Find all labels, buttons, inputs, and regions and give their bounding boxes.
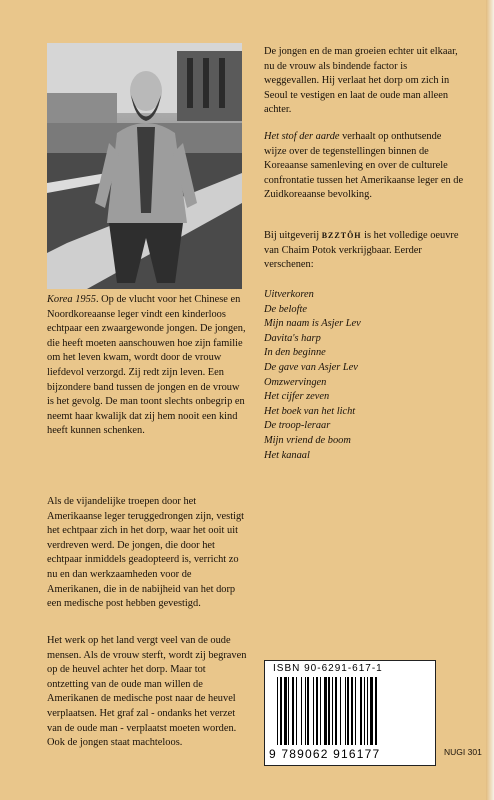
barcode-bar: [370, 677, 373, 745]
book-list-item: De gave van Asjer Lev: [264, 361, 358, 373]
barcode-bar: [280, 677, 282, 745]
paragraph-text: . Op de vlucht voor het Chinese en Noordkoreaanse leger vindt een kinderloos echtpaar een zwaargewonde jongen. De jongen, die heeft moeten aanschouwen hoe zijn familie om het leven kwam, wordt door de vrouw liefdevol verzorgd. Zij redt zijn leven. Een bijzondere band tussen de jongen en de vrouw is het gevolg. De man toont slechts onbegrip en neemt haar kwalijk dat zij hem nooit een kind heeft kunnen schenken.: [47, 294, 246, 437]
synopsis-paragraph-3: [47, 634, 247, 751]
barcode-bar: [351, 677, 353, 745]
book-list-item: Het boek van het licht: [264, 405, 356, 417]
barcode-bar: [277, 677, 278, 745]
barcode-bar: [345, 677, 346, 745]
barcode-bar: [360, 677, 362, 745]
barcode-bar: [324, 677, 327, 745]
barcode-bar: [305, 677, 306, 745]
nugi-code: NUGI 301: [444, 747, 482, 757]
setting-title: Korea 1955: [47, 294, 96, 305]
book-list-item: Uitverkoren: [264, 289, 314, 300]
book-list-item: De belofte: [264, 303, 307, 315]
publisher-note: [264, 229, 464, 273]
paragraph-text: verhaalt op onthutsende wijze over de tegenstellingen binnen de Koreaanse samenleving en over de culturele confrontatie tussen het Amerikaanse leger en de Zuidkoreaanse bevolking.: [264, 131, 464, 201]
paragraph-text: Als de vijandelijke troepen door het Amerikaanse leger teruggedrongen zijn, vestigt het echtpaar zich in het dorp, waar het ooit uit verdreven werd. De jongen, die door het echtpaar inmiddels geadopteerd is, verricht zo nu en dan werkzaamheden voor de Amerikanen, die in de nabijheid van het dorp een medische post hebben gevestigd.: [47, 496, 245, 610]
barcode-bar: [284, 677, 287, 745]
synopsis-paragraph-4: [264, 45, 464, 118]
barcode-bar: [364, 677, 365, 745]
barcode-bar: [328, 677, 330, 745]
barcode-bar: [316, 677, 318, 745]
barcode-bar: [313, 677, 314, 745]
barcode-bar: [320, 677, 321, 745]
page-edge: [486, 0, 494, 800]
photo-illustration: [47, 43, 242, 289]
publisher-name: BZZTÔH: [321, 231, 362, 240]
barcode-bar: [375, 677, 377, 745]
book-description: [264, 130, 464, 203]
barcode-bar: [332, 677, 333, 745]
barcode-bars: [277, 677, 423, 745]
book-list-item: Omzwervingen: [264, 376, 327, 388]
barcode-bar: [301, 677, 302, 745]
book-list-item: In den beginne: [264, 347, 326, 359]
isbn-label: ISBN 90-6291-617-1: [273, 663, 383, 674]
book-title: Het stof der aarde: [264, 131, 340, 142]
book-list-item: De troop-leraar: [264, 420, 331, 432]
synopsis-paragraph-2: [47, 495, 247, 612]
book-list-item: Mijn vriend de boom: [264, 434, 351, 446]
barcode-bar: [335, 677, 337, 745]
book-list-item: Het cijfer zeven: [264, 391, 330, 403]
paragraph-text: De jongen en de man groeien echter uit elkaar, nu de vrouw als bindende factor is weggevallen. Hij verlaat het dorp om zich in Seoul te vestigen en laat de oude man alleen achter.: [264, 46, 458, 116]
note-text: Bij uitgeverij: [264, 230, 322, 241]
isbn-barcode: [264, 660, 436, 766]
barcode-bar: [292, 677, 294, 745]
book-list-item: Mijn naam is Asjer Lev: [264, 318, 361, 330]
book-list-item: Het kanaal: [264, 449, 310, 461]
paragraph-text: Het werk op het land vergt veel van de oude mensen. Als de vrouw sterft, wordt zij begraven op de heuvel achter het dorp. Maar tot ontzetting van de oude man willen de Amerikanen de medische post naar de heuvel verplaatsen. Het graf zal - ondanks het verzet van de oude man - verplaatst moeten worden. Ook de jongen staat machteloos.: [47, 635, 247, 749]
barcode-bar: [307, 677, 309, 745]
author-photo: [47, 43, 242, 289]
barcode-digits: 9 789062 916177: [269, 747, 381, 761]
synopsis-paragraph-1: [47, 293, 247, 439]
book-list-item: Davita's harp: [264, 332, 321, 344]
barcode-bar: [367, 677, 368, 745]
barcode-bar: [288, 677, 289, 745]
barcode-bar: [347, 677, 349, 745]
barcode-bar: [355, 677, 356, 745]
book-list: [264, 288, 464, 463]
barcode-bar: [296, 677, 297, 745]
barcode-bar: [340, 677, 341, 745]
note-text: is het volledige oeuvre van Chaim Potok verkrijgbaar. Eerder verschenen:: [264, 230, 459, 271]
